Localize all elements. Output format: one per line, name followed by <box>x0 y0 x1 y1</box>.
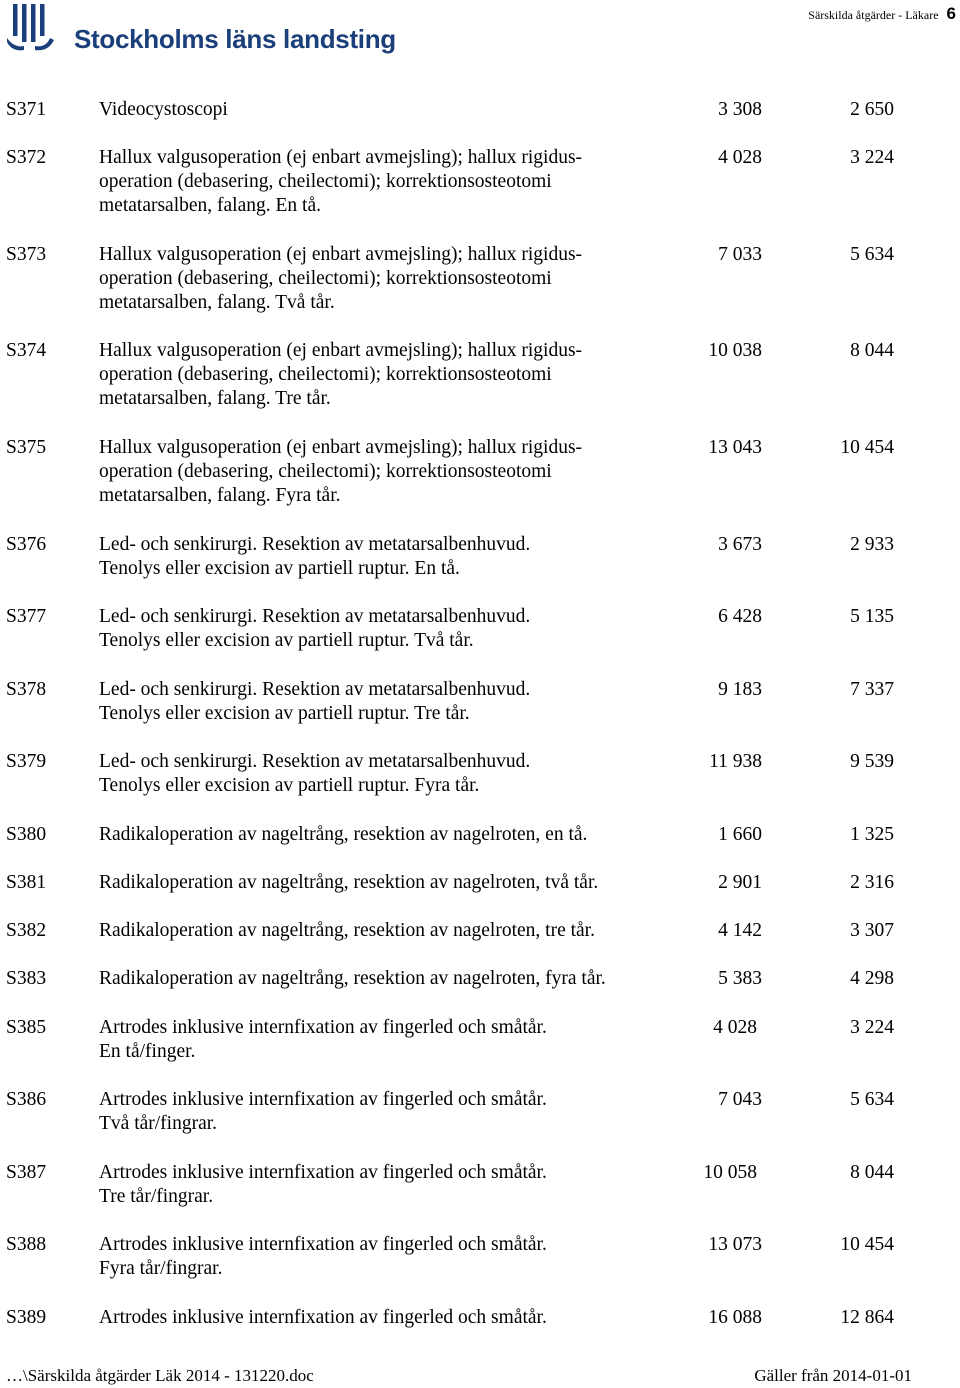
procedure-description <box>99 750 699 798</box>
procedure-code: S380 <box>6 824 47 845</box>
price-column-2: 4 298 <box>850 968 894 989</box>
description-line: operation (debasering, cheilectomi); korrektionsosteotomi <box>99 171 552 193</box>
procedure-code: S386 <box>6 1089 47 1110</box>
procedure-code: S382 <box>6 920 47 941</box>
price-column-2: 7 337 <box>850 679 894 700</box>
footer-valid-from: Gäller från 2014-01-01 <box>754 1366 912 1385</box>
price-column-2: 1 325 <box>850 824 894 845</box>
description-line: Led- och senkirurgi. Resektion av metatarsalbenhuvud. <box>99 679 531 700</box>
description-line: Artrodes inklusive internfixation av fingerled och småtår. <box>99 1234 547 1255</box>
price-column-1: 16 088 <box>708 1307 762 1328</box>
price-column-2: 10 454 <box>840 437 894 458</box>
price-column-2: 2 933 <box>850 534 894 555</box>
price-column-1: 7 033 <box>718 244 762 265</box>
price-column-2: 10 454 <box>840 1234 894 1255</box>
procedure-description <box>99 243 699 316</box>
procedure-description <box>99 871 699 895</box>
price-column-1: 10 038 <box>708 340 762 361</box>
procedure-description <box>99 533 699 581</box>
procedure-code: S389 <box>6 1307 47 1328</box>
description-line: Artrodes inklusive internfixation av fingerled och småtår. <box>99 1017 547 1038</box>
procedure-code: S372 <box>6 147 47 168</box>
procedure-description <box>99 1016 699 1064</box>
procedure-description <box>99 967 699 991</box>
price-column-1: 3 673 <box>718 534 762 555</box>
description-line: Led- och senkirurgi. Resektion av metatarsalbenhuvud. <box>99 751 531 772</box>
procedure-code: S379 <box>6 751 47 772</box>
procedure-code: S387 <box>6 1162 47 1183</box>
procedure-description <box>99 98 699 122</box>
procedure-code: S375 <box>6 437 47 458</box>
procedure-description <box>99 678 699 726</box>
price-column-2: 5 634 <box>850 1089 894 1110</box>
description-line: metatarsalben, falang. Tre tår. <box>99 388 331 410</box>
price-column-2: 2 316 <box>850 872 894 893</box>
description-line: Led- och senkirurgi. Resektion av metatarsalbenhuvud. <box>99 606 531 627</box>
procedure-description <box>99 1088 699 1136</box>
page-number: 6 <box>946 4 956 23</box>
description-line: Hallux valgusoperation (ej enbart avmejsling); hallux rigidus- <box>99 147 583 168</box>
procedure-code: S374 <box>6 340 47 361</box>
description-line: Tenolys eller excision av partiell ruptur. Fyra tår. <box>99 775 480 797</box>
organization-name: Stockholms läns landsting <box>74 24 396 54</box>
procedure-code: S373 <box>6 244 47 265</box>
footer-file-path: …\Särskilda åtgärder Läk 2014 - 131220.doc <box>6 1366 314 1385</box>
procedure-code: S377 <box>6 606 47 627</box>
description-line: Artrodes inklusive internfixation av fingerled och småtår. <box>99 1162 547 1183</box>
procedure-description <box>99 1233 699 1281</box>
organization-logo <box>6 2 396 58</box>
price-column-1: 4 028 <box>718 147 762 168</box>
price-column-2: 9 539 <box>850 751 894 772</box>
description-line: Hallux valgusoperation (ej enbart avmejsling); hallux rigidus- <box>99 340 583 361</box>
page-header <box>808 4 956 24</box>
procedure-description <box>99 436 699 509</box>
price-column-2: 3 307 <box>850 920 894 941</box>
price-column-1: 4 028 <box>713 1017 757 1038</box>
price-column-2: 8 044 <box>850 1162 894 1183</box>
description-line: Tre tår/fingrar. <box>99 1186 214 1208</box>
price-column-1: 13 043 <box>708 437 762 458</box>
description-line: Tenolys eller excision av partiell ruptur. Två tår. <box>99 630 474 652</box>
sll-logo-icon <box>6 2 66 54</box>
description-line: operation (debasering, cheilectomi); korrektionsosteotomi <box>99 461 552 483</box>
procedure-code: S371 <box>6 99 47 120</box>
price-column-2: 12 864 <box>840 1307 894 1328</box>
description-line: operation (debasering, cheilectomi); korrektionsosteotomi <box>99 268 552 290</box>
description-line: metatarsalben, falang. Fyra tår. <box>99 485 341 507</box>
price-column-1: 13 073 <box>708 1234 762 1255</box>
description-line: Tenolys eller excision av partiell ruptur. En tå. <box>99 558 460 580</box>
procedure-description <box>99 823 699 847</box>
procedure-code: S385 <box>6 1017 47 1038</box>
procedure-code: S381 <box>6 872 47 893</box>
description-line: Två tår/fingrar. <box>99 1113 218 1135</box>
description-line: Hallux valgusoperation (ej enbart avmejsling); hallux rigidus- <box>99 244 583 265</box>
description-line: Radikaloperation av nageltrång, resektion av nagelroten, tre tår. <box>99 920 595 941</box>
price-column-1: 2 901 <box>718 872 762 893</box>
description-line: Tenolys eller excision av partiell ruptur. Tre tår. <box>99 703 470 725</box>
header-section-title: Särskilda åtgärder - Läkare <box>808 8 939 22</box>
price-column-1: 7 043 <box>718 1089 762 1110</box>
procedure-description <box>99 339 699 412</box>
procedure-code: S376 <box>6 534 47 555</box>
price-column-1: 1 660 <box>718 824 762 845</box>
description-line: En tå/finger. <box>99 1041 196 1063</box>
procedure-description <box>99 1161 699 1209</box>
price-column-2: 8 044 <box>850 340 894 361</box>
price-column-1: 11 938 <box>709 751 762 772</box>
description-line: Hallux valgusoperation (ej enbart avmejsling); hallux rigidus- <box>99 437 583 458</box>
procedure-code: S388 <box>6 1234 47 1255</box>
price-column-1: 9 183 <box>718 679 762 700</box>
price-column-2: 3 224 <box>850 1017 894 1038</box>
description-line: Videocystoscopi <box>99 99 228 120</box>
price-column-2: 5 135 <box>850 606 894 627</box>
description-line: metatarsalben, falang. Två tår. <box>99 292 335 314</box>
description-line: Fyra tår/fingrar. <box>99 1258 223 1280</box>
description-line: Artrodes inklusive internfixation av fingerled och småtår. <box>99 1089 547 1110</box>
price-column-1: 10 058 <box>703 1162 757 1183</box>
price-column-2: 2 650 <box>850 99 894 120</box>
description-line: Artrodes inklusive internfixation av fingerled och småtår. <box>99 1307 547 1328</box>
procedure-code: S383 <box>6 968 47 989</box>
procedure-description <box>99 919 699 943</box>
description-line: Radikaloperation av nageltrång, resektion av nagelroten, två tår. <box>99 872 599 893</box>
description-line: metatarsalben, falang. En tå. <box>99 195 321 217</box>
description-line: Radikaloperation av nageltrång, resektion av nagelroten, en tå. <box>99 824 588 845</box>
procedure-code: S378 <box>6 679 47 700</box>
price-column-1: 5 383 <box>718 968 762 989</box>
description-line: operation (debasering, cheilectomi); korrektionsosteotomi <box>99 364 552 386</box>
price-column-1: 6 428 <box>718 606 762 627</box>
description-line: Led- och senkirurgi. Resektion av metatarsalbenhuvud. <box>99 534 531 555</box>
price-column-2: 3 224 <box>850 147 894 168</box>
procedure-description <box>99 146 699 219</box>
price-column-2: 5 634 <box>850 244 894 265</box>
procedure-description <box>99 605 699 653</box>
description-line: Radikaloperation av nageltrång, resektion av nagelroten, fyra tår. <box>99 968 606 989</box>
price-column-1: 3 308 <box>718 99 762 120</box>
price-column-1: 4 142 <box>718 920 762 941</box>
procedure-description <box>99 1306 699 1330</box>
